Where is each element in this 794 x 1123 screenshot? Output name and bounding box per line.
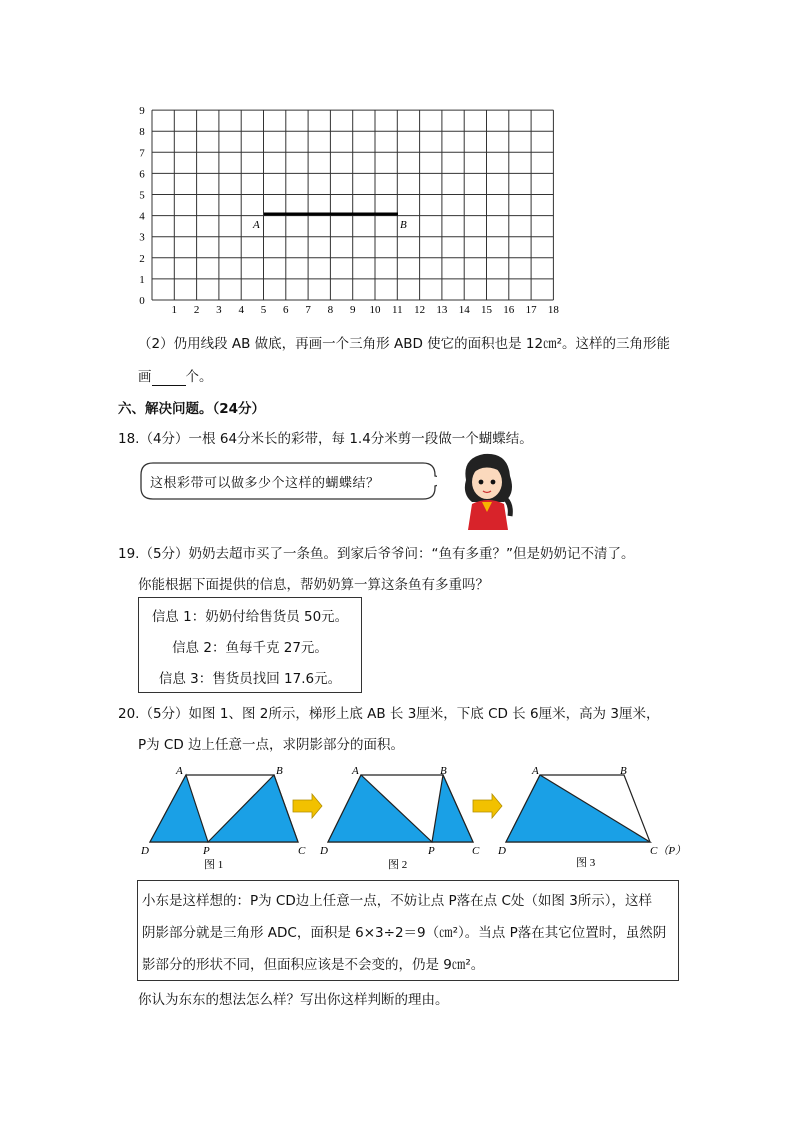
y-axis-labels (139, 105, 145, 307)
info-box (138, 597, 362, 693)
answer-blank[interactable] (152, 369, 186, 386)
x-tick-label: 11 (392, 304, 403, 316)
fig3-d: D (498, 845, 506, 857)
figure-3 (497, 765, 686, 869)
fig1-p: P (203, 845, 210, 857)
box-line3: 影部分的形状不同，但面积应该是不会变的，仍是 9㎝²。 (142, 957, 485, 973)
y-tick-label: 2 (139, 252, 145, 265)
xiaodong-box (137, 880, 679, 981)
q20-line1: 20.（5分）如图 1、图 2所示，梯形上底 AB 长 3厘米，下底 CD 长 6厘米，高为 3厘米， (118, 706, 660, 722)
y-tick-label: 7 (139, 147, 145, 160)
x-tick-label: 2 (193, 304, 200, 316)
x-tick-label: 7 (305, 304, 311, 316)
y-tick-label: 9 (139, 105, 145, 118)
fig2-p: P (428, 845, 435, 857)
fig3-caption: 图 3 (576, 857, 596, 869)
q19-line1: 19.（5分）奶奶去超市买了一条鱼。到家后爷爷问：“鱼有多重？”但是奶奶记不清了。 (118, 546, 635, 562)
y-tick-label: 8 (139, 126, 145, 139)
y-tick-label: 1 (139, 273, 145, 286)
x-tick-label: 5 (260, 304, 267, 316)
y-tick-label: 3 (139, 231, 145, 244)
q20-line2: P为 CD 边上任意一点，求阴影部分的面积。 (138, 737, 405, 753)
box-line2: 阴影部分就是三角形 ADC，面积是 6×3÷2＝9（㎝²）。当点 P落在其它位置时，虽然阴 (142, 925, 667, 941)
x-tick-label: 18 (547, 304, 559, 316)
fig2-c: C (472, 845, 480, 857)
fig1-shade-right (208, 775, 298, 842)
y-tick-label: 0 (139, 295, 145, 307)
box-line1: 小东是这样想的：P为 CD边上任意一点，不妨让点 P落在点 C处（如图 3所示），这样 (142, 893, 653, 909)
fig1-d: D (141, 845, 149, 857)
fig1-a: A (176, 765, 183, 777)
arrow-2 (473, 794, 502, 818)
x-tick-label: 8 (327, 304, 334, 316)
x-tick-label: 4 (238, 304, 244, 316)
fig3-c: C（P） (650, 845, 687, 857)
fig2-b: B (440, 765, 447, 777)
fig1-caption: 图 1 (204, 859, 224, 871)
x-tick-label: 10 (369, 304, 381, 316)
fig1-c: C (298, 845, 306, 857)
info-1: 信息 1：奶奶付给售货员 50元。 (151, 609, 349, 625)
x-tick-label: 6 (283, 304, 289, 316)
x-tick-label: 17 (525, 304, 537, 316)
trapezoid-figures (138, 762, 708, 874)
fig2-a: A (352, 765, 359, 777)
point-a-label: A (253, 219, 260, 231)
q18-text: 18.（4分）一根 64分米长的彩带，每 1.4分米剪一段做一个蝴蝶结。 (118, 431, 533, 447)
arrow-1 (293, 794, 322, 818)
fig2-shade-right (432, 775, 473, 842)
fig2-shade-left (328, 775, 432, 842)
coordinate-grid (130, 100, 570, 320)
y-tick-label: 4 (139, 210, 145, 223)
y-tick-label: 5 (139, 189, 145, 202)
x-tick-label: 16 (503, 304, 515, 316)
q17-2-post: 个。 (185, 369, 213, 385)
q17-2-line1: （2）仍用线段 AB 做底，再画一个三角形 ABD 使它的面积也是 12㎝²。这样的三角形能 (138, 336, 671, 352)
q20-question: 你认为东东的想法怎么样？写出你这样判断的理由。 (138, 992, 449, 1008)
point-b-label: B (400, 219, 407, 231)
q17-2-line2 (138, 365, 213, 386)
x-tick-label: 1 (171, 304, 178, 316)
fig3-b: B (620, 765, 627, 777)
x-tick-label: 3 (216, 304, 222, 316)
x-tick-label: 13 (436, 304, 448, 316)
figure-2 (319, 765, 480, 871)
figure-1 (140, 765, 306, 871)
info-2: 信息 2：鱼每千克 27元。 (172, 640, 328, 656)
bubble-text: 这根彩带可以做多少个这样的蝴蝶结？ (150, 476, 380, 491)
fig2-caption: 图 2 (388, 859, 408, 871)
q19-line2: 你能根据下面提供的信息，帮奶奶算一算这条鱼有多重吗？ (138, 577, 489, 593)
q17-2-pre: 画 (138, 369, 152, 385)
info-3: 信息 3：售货员找回 17.6元。 (158, 671, 342, 687)
x-tick-label: 15 (481, 304, 492, 316)
section-title: 六、解决问题。（24分） (118, 401, 266, 417)
fig3-a: A (532, 765, 539, 777)
fig1-shade-left (150, 775, 208, 842)
y-tick-label: 6 (139, 168, 145, 181)
fig1-b: B (276, 765, 283, 777)
grid-lines (152, 110, 553, 300)
girl-illustration (458, 450, 518, 530)
x-axis-labels (172, 304, 560, 316)
x-tick-label: 12 (414, 304, 426, 316)
fig2-d: D (320, 845, 328, 857)
x-tick-label: 9 (349, 304, 356, 316)
x-tick-label: 14 (458, 304, 470, 316)
